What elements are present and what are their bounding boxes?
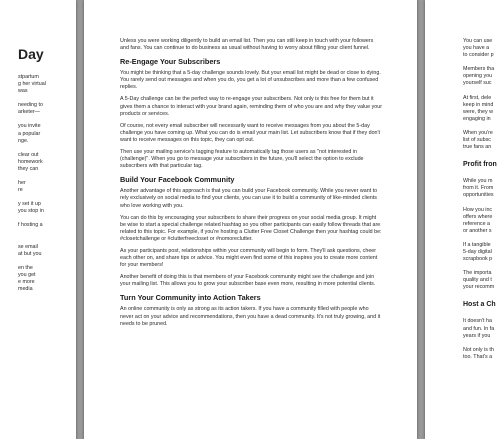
- text-line-fragment: you get: [18, 271, 36, 278]
- section-heading: Re-Engage Your Subscribers: [120, 57, 221, 67]
- text-line-fragment: How you inc: [463, 206, 493, 213]
- section-heading: Build Your Facebook Community: [120, 175, 235, 185]
- body-paragraph: Another advantage of this approach is that you can build your Facebook community. While you never want to rely exclusively on social media to find your clients, you can use it to build a community of like-minded clients who love working with you.: [120, 188, 378, 209]
- paragraph-gap: [463, 151, 500, 158]
- text-line-fragment: a popular: [18, 130, 41, 137]
- text-line-fragment: years if you: [463, 332, 491, 339]
- text-line-fragment: While you m: [463, 178, 493, 185]
- text-line-fragment: stpartum: [18, 74, 39, 80]
- paragraph-gap: [463, 340, 500, 347]
- text-line-fragment: clear out: [18, 151, 39, 158]
- left-page-content: [18, 38, 70, 293]
- paragraph-gap: [18, 230, 70, 237]
- text-line-fragment: f hosting a: [18, 222, 43, 229]
- text-line-fragment: nge.: [18, 137, 29, 144]
- text-line-fragment: they can: [18, 165, 39, 172]
- center-page: [84, 0, 417, 439]
- text-line-fragment: When you're: [463, 129, 493, 136]
- text-line-fragment: scrapbook p: [463, 256, 493, 263]
- left-page: [0, 0, 76, 439]
- paragraph-gap: [463, 59, 500, 66]
- paragraph-gap: [463, 263, 500, 270]
- text-line-fragment: too. That's a: [463, 353, 493, 360]
- paragraph-gap: [463, 291, 500, 298]
- paragraph-gap: [18, 173, 70, 180]
- paragraph-gap: [463, 88, 500, 95]
- paragraph-gap: [18, 145, 70, 152]
- left-page-lines: [18, 74, 70, 293]
- paragraph-gap: [18, 194, 70, 201]
- paragraph-gap: [18, 258, 70, 265]
- paragraph-gap: [463, 311, 500, 318]
- right-page: [425, 0, 500, 439]
- text-line-fragment: At first, dele: [463, 94, 492, 101]
- text-line-fragment: g her virtual: [18, 81, 46, 88]
- text-line-fragment: The importa: [463, 270, 492, 277]
- text-line-fragment: list of subsc: [463, 137, 491, 144]
- text-line-fragment: Members tha: [463, 66, 495, 73]
- text-line-fragment: reference a: [463, 220, 491, 227]
- text-line-fragment: engaging in: [463, 115, 491, 122]
- paragraph-gap: [18, 237, 70, 244]
- text-line-fragment: opening you: [463, 73, 493, 80]
- text-line-fragment: opportunities: [463, 192, 494, 199]
- text-line-fragment: and fun. In fa: [463, 325, 495, 332]
- body-paragraph: A 5-Day challenge can be the perfect way to re-engage your subscribers. Not only is this free for them but it gives them a chance to interact with your brand again, reminding them of who you are and why they value your products or services.: [120, 96, 382, 117]
- text-line-fragment: offers where: [463, 213, 493, 220]
- body-paragraph: Then use your mailing service's tagging feature to automatically tag those users as "not interested in (challenge)". When you go to message your subscribers in the future, you'll select the option to exclude subscribers with that particular tag.: [120, 149, 364, 170]
- text-line-fragment: 5-day digital: [463, 248, 492, 255]
- left-page-title-fragment: Day: [18, 46, 44, 62]
- text-line-fragment: yourself suc: [463, 80, 492, 87]
- paragraph-gap: [18, 215, 70, 222]
- text-line-fragment: You can use: [463, 38, 493, 44]
- text-line-fragment: at but you: [18, 250, 42, 257]
- section-heading: Turn Your Community into Action Takers: [120, 293, 261, 303]
- text-line-fragment: se email: [18, 243, 38, 250]
- body-paragraph: An online community is only as strong as its action takers. If you have a community filled with people who never act on your advice and recommendations, then you have a dead community. It's not truly growing, and it needs to be pruned.: [120, 306, 381, 327]
- center-page-content: [120, 38, 382, 333]
- section-heading-fragment: Host a Ch: [463, 301, 496, 309]
- text-line-fragment: homework: [18, 158, 43, 165]
- text-line-fragment: keep in mind: [463, 101, 494, 108]
- paragraph-gap: [463, 123, 500, 130]
- text-line-fragment: quality and t: [463, 277, 492, 284]
- text-line-fragment: true fans an: [463, 144, 492, 151]
- text-line-fragment: re: [18, 187, 23, 194]
- text-line-fragment: your recomm: [463, 284, 495, 291]
- section-heading-fragment: Profit fron: [463, 161, 497, 169]
- text-line-fragment: you invite: [18, 123, 41, 130]
- text-line-fragment: media: [18, 285, 33, 292]
- paragraph-gap: [463, 171, 500, 178]
- text-line-fragment: or another s: [463, 227, 492, 234]
- text-line-fragment: were, they w: [463, 108, 493, 115]
- paragraph-gap: [18, 95, 70, 102]
- text-line-fragment: you stop in: [18, 208, 44, 215]
- text-line-fragment: needing to: [18, 102, 43, 109]
- text-line-fragment: to consider p: [463, 52, 494, 59]
- body-paragraph: Of course, not every email subscriber will necessarily want to receive messages from you about the 5-day challenge you have coming up. What you can do is email your main list. Let subscribers know that if they don't want to receive messages on this topic, they can opt out.: [120, 122, 381, 143]
- text-line-fragment: was: [18, 88, 28, 95]
- text-line-fragment: you have a: [463, 45, 490, 52]
- text-line-fragment: Not only is th: [463, 346, 494, 353]
- body-paragraph: You can do this by encouraging your subscribers to share their progress on your social media group. It might be wise to start a special challenge related hashtag so you other participants can easily follow threads that are related to this topic. For example, if you're hosting a Clutter Free Closet Challenge then your hashtag could be: #closetchallenge or #clutterfreecloset or #nomoreclutter.: [120, 214, 382, 242]
- text-line-fragment: her: [18, 180, 26, 187]
- paragraph-gap: [463, 235, 500, 242]
- text-line-fragment: arketer—: [18, 109, 40, 116]
- body-paragraph: You might be thinking that a 5-day challenge sounds lovely. But your email list might be dead or close to dying. You rarely send out messages and when you do, you get a lot of unsubscribes and more than a few confused replies.: [120, 70, 381, 91]
- body-paragraph: Unless you were working diligently to build an email list. Then you can still keep in touch with your followers and fans. You can continue to do business as usual without having to worry about filling your client funnel.: [120, 38, 374, 52]
- paragraph-gap: [463, 200, 500, 207]
- body-paragraph: Another benefit of doing this is that members of your Facebook community might see the challenge and join your mailing list. This allows you to grow your subscriber base even more, resulting in more potential clients.: [120, 274, 376, 288]
- text-line-fragment: e more: [18, 278, 35, 285]
- text-line-fragment: from it. From: [463, 185, 494, 192]
- body-paragraph: As your participants post, relationships within your community will begin to form. They'll ask questions, cheer each other on, and share tips or advice. You might even find some of this inspires you to create more content for your members!: [120, 247, 378, 269]
- paragraph-gap: [18, 116, 70, 123]
- text-line-fragment: y set it up: [18, 201, 41, 208]
- right-page-lines: [463, 38, 500, 361]
- text-line-fragment: It doesn't ha: [463, 318, 492, 325]
- text-line-fragment: If a tangible: [463, 241, 491, 248]
- text-line-fragment: en the: [18, 264, 33, 271]
